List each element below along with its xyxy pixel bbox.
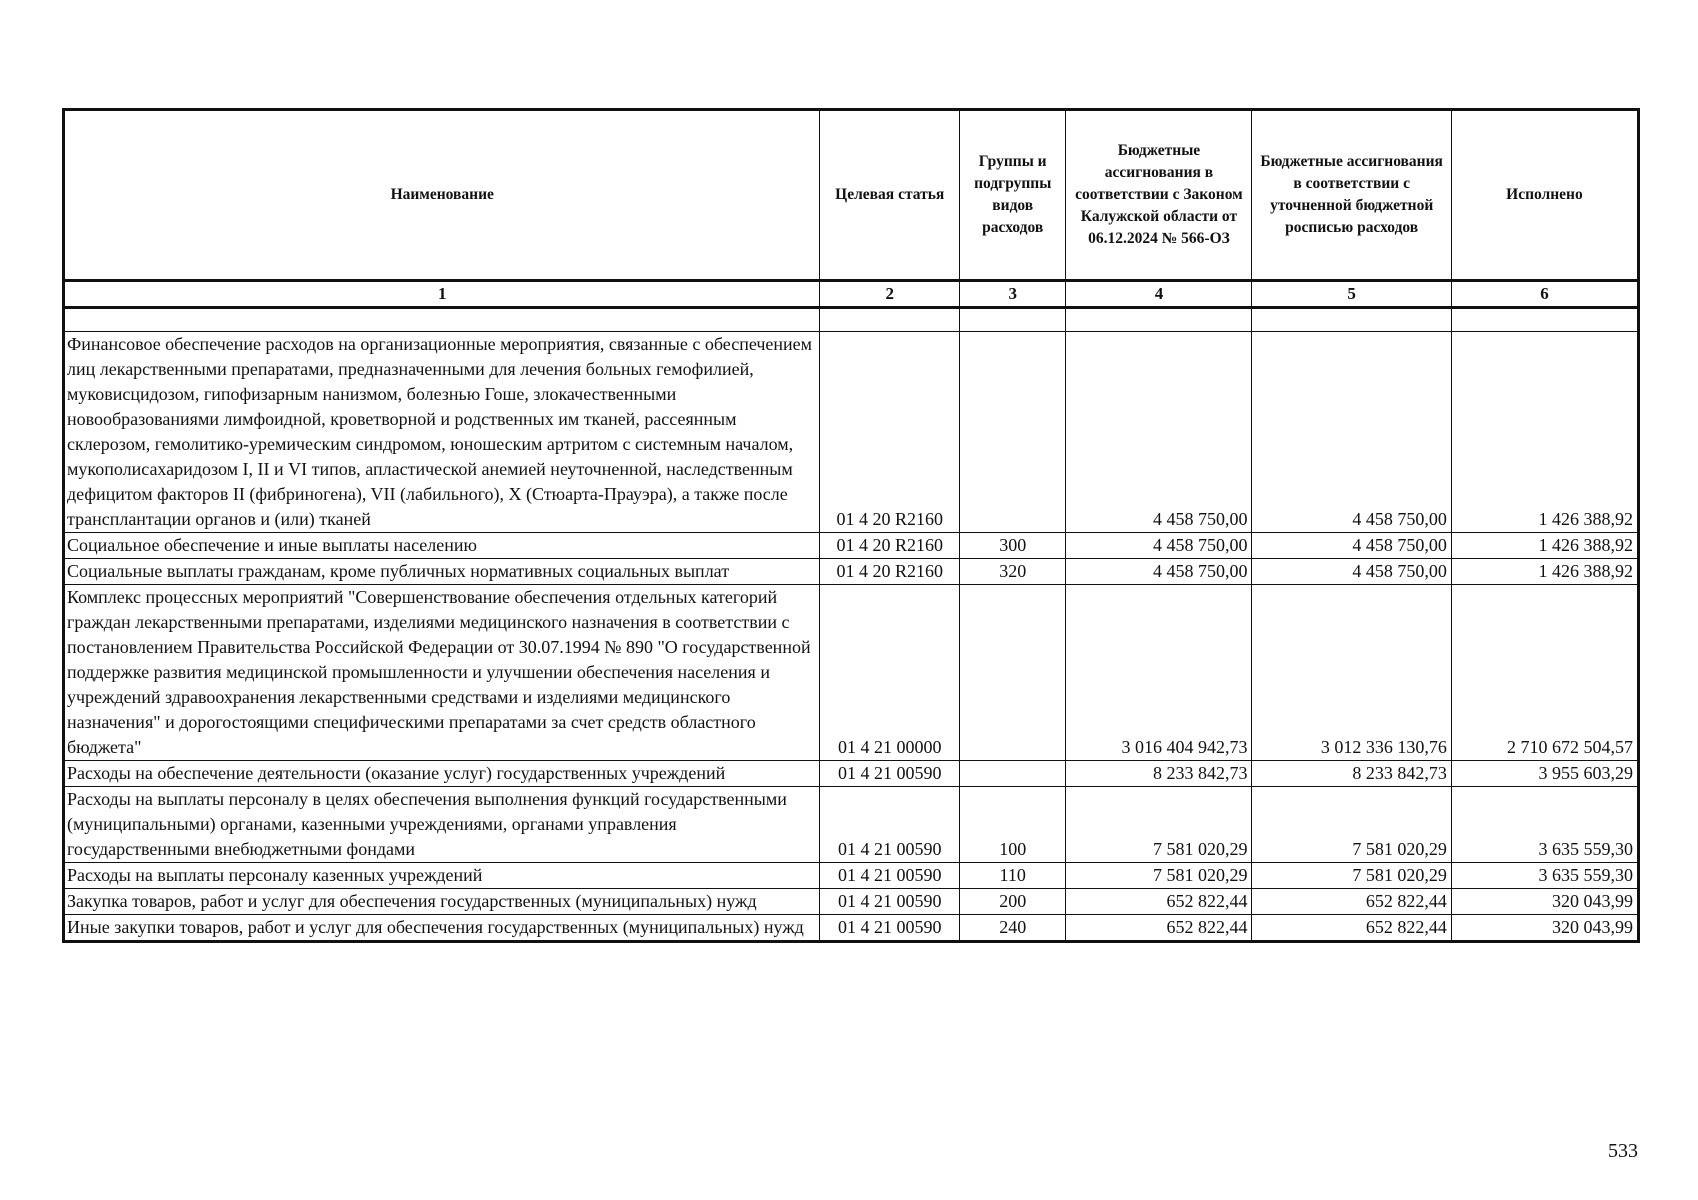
row-target-code: 01 4 20 R2160 — [820, 332, 960, 533]
column-number: 6 — [1451, 281, 1638, 308]
page-number: 533 — [1608, 1140, 1638, 1162]
row-name: Социальное обеспечение и иные выплаты населению — [64, 533, 820, 559]
row-law-amount: 7 581 020,29 — [1066, 863, 1252, 889]
row-law-amount: 3 016 404 942,73 — [1066, 585, 1252, 761]
row-refined-amount: 4 458 750,00 — [1252, 533, 1451, 559]
row-target-code: 01 4 21 00590 — [820, 889, 960, 915]
row-refined-amount: 8 233 842,73 — [1252, 761, 1451, 787]
header-done: Исполнено — [1451, 110, 1638, 281]
row-law-amount: 8 233 842,73 — [1066, 761, 1252, 787]
row-name: Финансовое обеспечение расходов на организационные мероприятия, связанные с обеспечением лиц лекарственными препаратами, предназначенными для лечения больных гемофилией, муковисцидозом, гипофизарным нанизмом, болезнью Гоше, злокачественными новообразованиями лимфоидной, кроветворной и родственных им тканей, рассеянным склерозом, гемолитико-уремическим синдромом, юношеским артритом с системным началом, мукополисахаридозом I, II и VI типов, апластической анемией неуточненной, наследственным дефицитом факторов II (фибриногена), VII (лабильного), X (Стюарта-Прауэра), а также после трансплантации органов и (или) тканей — [64, 332, 820, 533]
table-row — [64, 863, 1639, 889]
column-number: 5 — [1252, 281, 1451, 308]
row-target-code: 01 4 20 R2160 — [820, 533, 960, 559]
row-target-code: 01 4 21 00590 — [820, 863, 960, 889]
column-number: 4 — [1066, 281, 1252, 308]
row-group — [960, 761, 1066, 787]
row-refined-amount: 7 581 020,29 — [1252, 787, 1451, 863]
row-law-amount: 4 458 750,00 — [1066, 559, 1252, 585]
header-refined: Бюджетные ассигнования в соответствии с уточненной бюджетной росписью расходов — [1252, 110, 1451, 281]
row-done-amount: 320 043,99 — [1451, 915, 1638, 942]
row-law-amount: 7 581 020,29 — [1066, 787, 1252, 863]
row-target-code: 01 4 20 R2160 — [820, 559, 960, 585]
row-target-code: 01 4 21 00000 — [820, 585, 960, 761]
row-target-code: 01 4 21 00590 — [820, 787, 960, 863]
row-target-code: 01 4 21 00590 — [820, 915, 960, 942]
row-done-amount: 1 426 388,92 — [1451, 332, 1638, 533]
column-number: 3 — [960, 281, 1066, 308]
row-group: 100 — [960, 787, 1066, 863]
row-refined-amount: 3 012 336 130,76 — [1252, 585, 1451, 761]
row-group: 110 — [960, 863, 1066, 889]
row-group: 200 — [960, 889, 1066, 915]
table-row — [64, 761, 1639, 787]
row-group — [960, 585, 1066, 761]
table-row — [64, 559, 1639, 585]
row-refined-amount: 4 458 750,00 — [1252, 332, 1451, 533]
table-row — [64, 533, 1639, 559]
row-group: 300 — [960, 533, 1066, 559]
row-name: Расходы на выплаты персоналу в целях обеспечения выполнения функций государственными (муниципальными) органами, казенными учреждениями, органами управления государственными внебюджетными фондами — [64, 787, 820, 863]
row-law-amount: 652 822,44 — [1066, 889, 1252, 915]
row-law-amount: 4 458 750,00 — [1066, 332, 1252, 533]
row-done-amount: 3 635 559,30 — [1451, 863, 1638, 889]
row-name: Расходы на выплаты персоналу казенных учреждений — [64, 863, 820, 889]
row-group: 240 — [960, 915, 1066, 942]
row-law-amount: 652 822,44 — [1066, 915, 1252, 942]
row-name: Социальные выплаты гражданам, кроме публичных нормативных социальных выплат — [64, 559, 820, 585]
row-name: Расходы на обеспечение деятельности (оказание услуг) государственных учреждений — [64, 761, 820, 787]
budget-table — [62, 108, 1640, 943]
row-group — [960, 332, 1066, 533]
spacer-row — [64, 308, 1639, 332]
table-row — [64, 585, 1639, 761]
row-target-code: 01 4 21 00590 — [820, 761, 960, 787]
header-law: Бюджетные ассигнования в соответствии с Законом Калужской области от 06.12.2024 № 566-ОЗ — [1066, 110, 1252, 281]
table-row — [64, 787, 1639, 863]
row-name: Комплекс процессных мероприятий "Совершенствование обеспечения отдельных категорий граждан лекарственными препаратами, изделиями медицинского назначения в соответствии с постановлением Правительства Российской Федерации от 30.07.1994 № 890 "О государственной поддержке развития медицинской промышленности и улучшении обеспечения населения и учреждений здравоохранения лекарственными средствами и изделиями медицинского назначения" и дорогостоящими специфическими препаратами за счет средств областного бюджета" — [64, 585, 820, 761]
row-name: Закупка товаров, работ и услуг для обеспечения государственных (муниципальных) нужд — [64, 889, 820, 915]
row-refined-amount: 652 822,44 — [1252, 889, 1451, 915]
column-number-row — [64, 281, 1639, 308]
row-refined-amount: 7 581 020,29 — [1252, 863, 1451, 889]
column-number: 1 — [64, 281, 820, 308]
header-target: Целевая статья — [820, 110, 960, 281]
row-refined-amount: 652 822,44 — [1252, 915, 1451, 942]
header-groups: Группы и подгруппы видов расходов — [960, 110, 1066, 281]
table-row — [64, 915, 1639, 942]
row-done-amount: 320 043,99 — [1451, 889, 1638, 915]
header-name: Наименование — [64, 110, 820, 281]
row-done-amount: 1 426 388,92 — [1451, 533, 1638, 559]
table-row — [64, 889, 1639, 915]
row-name: Иные закупки товаров, работ и услуг для обеспечения государственных (муниципальных) нужд — [64, 915, 820, 942]
row-done-amount: 1 426 388,92 — [1451, 559, 1638, 585]
row-law-amount: 4 458 750,00 — [1066, 533, 1252, 559]
column-number: 2 — [820, 281, 960, 308]
table-row — [64, 332, 1639, 533]
row-done-amount: 3 635 559,30 — [1451, 787, 1638, 863]
row-done-amount: 2 710 672 504,57 — [1451, 585, 1638, 761]
header-row — [64, 110, 1639, 281]
row-done-amount: 3 955 603,29 — [1451, 761, 1638, 787]
row-group: 320 — [960, 559, 1066, 585]
row-refined-amount: 4 458 750,00 — [1252, 559, 1451, 585]
